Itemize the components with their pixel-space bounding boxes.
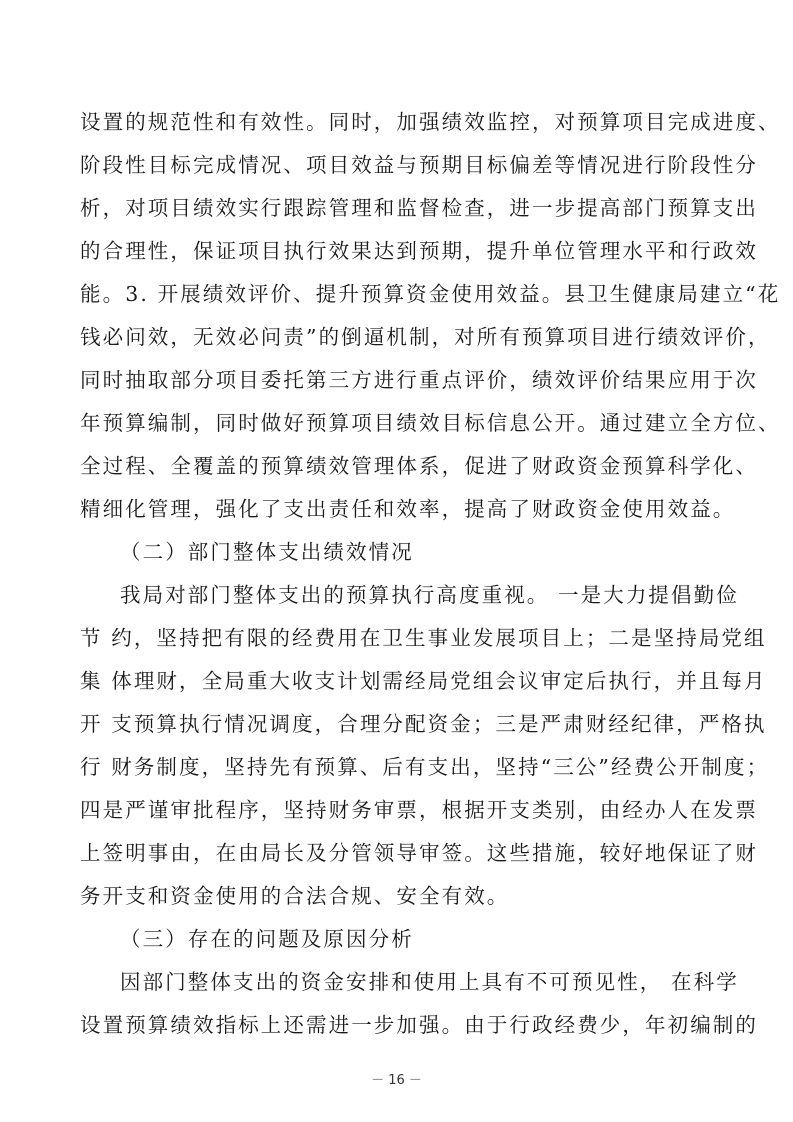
body-text-line: 能。3. 开展绩效评价、提升预算资金使用效益。县卫生健康局建立“花: [80, 282, 781, 306]
body-text-line: 钱必问效，无效必问责”的倒逼机制，对所有预算项目进行绩效评价，: [80, 325, 771, 349]
body-text-line: 集 体理财，全局重大收支计划需经局党组会议审定后执行，并且每月: [80, 669, 767, 693]
body-text-line: 行 财务制度，坚持先有预算、后有支出，坚持“三公”经费公开制度；: [80, 755, 770, 779]
body-text-line: 开 支预算执行情况调度，合理分配资金；三是严肃财经纪律，严格执: [80, 712, 767, 736]
body-text-line: 全过程、全覆盖的预算绩效管理体系，促进了财政资金预算科学化、: [80, 454, 758, 478]
section-heading: （三）存在的问题及原因分析: [120, 927, 414, 951]
body-text-line: 设置预算绩效指标上还需进一步加强。由于行政经费少，年初编制的: [80, 1013, 758, 1037]
body-text-line: 我局对部门整体支出的预算执行高度重视。 一是大力提倡勤俭: [120, 583, 739, 607]
body-text-line: 同时抽取部分项目委托第三方进行重点评价，绩效评价结果应用于次: [80, 368, 758, 392]
body-text-line: 析，对项目绩效实行跟踪管理和监督检查，进一步提高部门预算支出: [80, 196, 758, 220]
body-text-line: 上签明事由，在由局长及分管领导审签。这些措施，较好地保证了财: [80, 841, 758, 865]
body-text-line: 四是严谨审批程序，坚持财务审票，根据开支类别，由经办人在发票: [80, 798, 758, 822]
body-text-line: 精细化管理，强化了支出责任和效率，提高了财政资金使用效益。: [80, 497, 736, 521]
body-text-line: 阶段性目标完成情况、项目效益与预期目标偏差等情况进行阶段性分: [80, 153, 758, 177]
body-text-line: 务开支和资金使用的合法合规、安全有效。: [80, 884, 510, 908]
body-text-line: 节 约，坚持把有限的经费用在卫生事业发展项目上；二是坚持局党组: [80, 626, 767, 650]
page-number: － 16 －: [371, 1073, 422, 1088]
body-text-line: 设置的规范性和有效性。同时，加强绩效监控，对预算项目完成进度、: [80, 110, 781, 134]
body-text-line: 年预算编制，同时做好预算项目绩效目标信息公开。通过建立全方位、: [80, 411, 781, 435]
body-text-line: 的合理性，保证项目执行效果达到预期，提升单位管理水平和行政效: [80, 239, 758, 263]
section-heading: （二）部门整体支出绩效情况: [120, 540, 414, 564]
body-text-line: 因部门整体支出的资金安排和使用上具有不可预见性， 在科学: [120, 970, 739, 994]
